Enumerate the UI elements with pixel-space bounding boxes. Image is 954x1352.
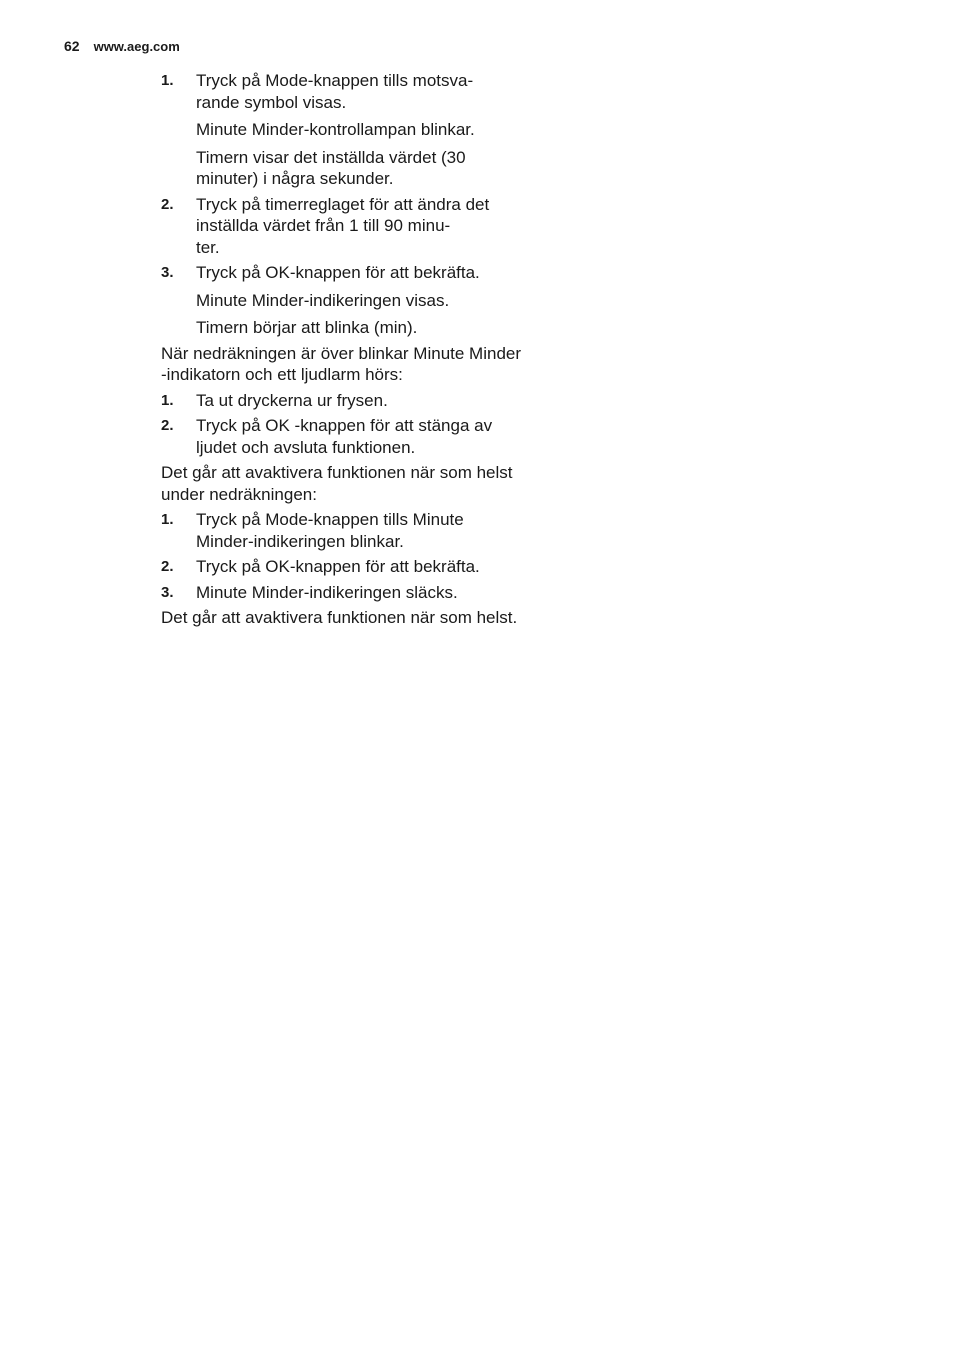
step-note: Minute Minder-indikeringen visas. xyxy=(196,290,450,310)
step-text: Tryck på OK-knappen för att bekräfta. xyxy=(196,263,480,282)
step-number: 3. xyxy=(161,264,174,281)
step-text: Tryck på Mode-knappen tills Minute Minder-indikeringen blinkar. xyxy=(196,510,464,551)
page-content xyxy=(161,70,521,633)
step-number: 1. xyxy=(161,511,174,528)
step-number: 1. xyxy=(161,72,174,89)
step-text: Ta ut dryckerna ur frysen. xyxy=(196,390,388,410)
list-item xyxy=(161,556,521,578)
step-text: Minute Minder-indikeringen släcks. xyxy=(196,582,458,602)
step-note: Timern visar det inställda värdet (30 minuter) i några sekunder. xyxy=(196,147,466,188)
list-item xyxy=(161,509,521,552)
site-url: www.aeg.com xyxy=(93,39,180,54)
step-text: Tryck på OK-knappen för att bekräfta. xyxy=(196,557,480,576)
list-item xyxy=(161,194,521,259)
list-item xyxy=(161,582,521,604)
page-header xyxy=(64,38,180,54)
step-text: Tryck på OK -knappen för att stänga av ljudet och avsluta funktionen. xyxy=(196,416,493,457)
paragraph: Det går att avaktivera funktionen när som helst under nedräkningen: xyxy=(161,463,513,504)
list-item xyxy=(161,415,521,458)
list-item xyxy=(161,70,521,113)
step-note: Minute Minder-kontrollampan blinkar. xyxy=(196,120,475,139)
step-number: 2. xyxy=(161,558,174,575)
step-number: 2. xyxy=(161,195,174,213)
step-text: Tryck på Mode-knappen tills motsva- rande symbol visas. xyxy=(196,71,474,112)
list-item xyxy=(161,390,521,412)
paragraph: När nedräkningen är över blinkar Minute Minder -indikatorn och ett ljudlarm hörs: xyxy=(161,343,522,384)
step-number: 1. xyxy=(161,391,174,409)
page-number: 62 xyxy=(64,38,80,54)
step-note: Timern börjar att blinka (min). xyxy=(196,318,418,337)
step-number: 3. xyxy=(161,583,174,601)
list-item xyxy=(161,262,521,284)
paragraph: Det går att avaktivera funktionen när som helst. xyxy=(161,608,518,627)
step-text: Tryck på timerreglaget för att ändra det inställda värdet från 1 till 90 minu- ter. xyxy=(196,194,490,257)
step-number: 2. xyxy=(161,417,174,434)
